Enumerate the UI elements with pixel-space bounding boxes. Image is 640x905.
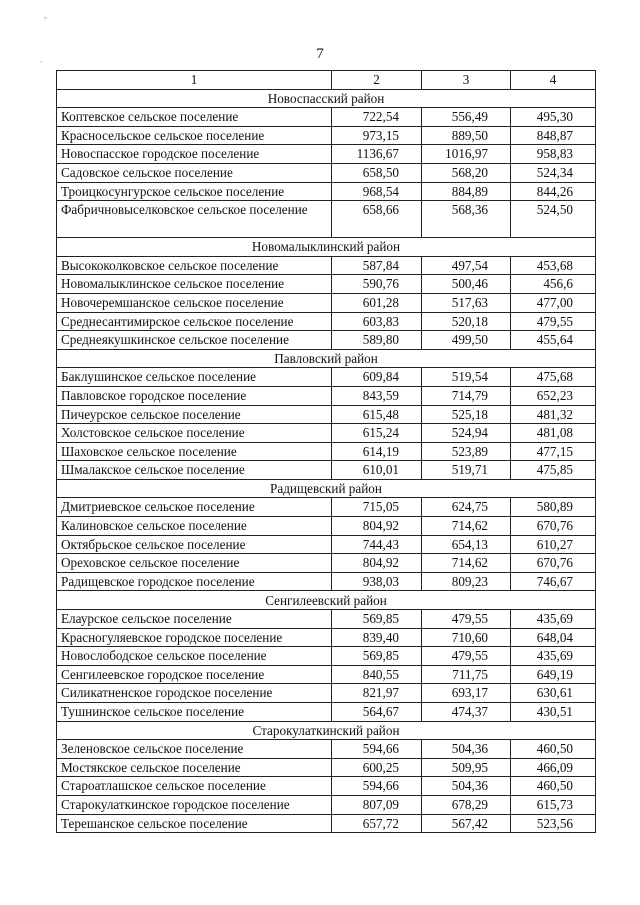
value-col-3: 889,50 — [422, 126, 511, 145]
value-col-4: 435,69 — [511, 610, 596, 629]
value-col-3: 523,89 — [422, 442, 511, 461]
table-row — [57, 312, 596, 331]
value-col-3: 567,42 — [422, 814, 511, 833]
settlement-name: Фабричновыселковское сельское поселение — [57, 201, 332, 238]
value-col-3: 474,37 — [422, 703, 511, 722]
value-col-3: 479,55 — [422, 610, 511, 629]
region-header-row — [57, 591, 596, 610]
value-col-4: 958,83 — [511, 145, 596, 164]
column-header: 3 — [422, 71, 511, 90]
value-col-4: 630,61 — [511, 684, 596, 703]
table-row — [57, 758, 596, 777]
settlement-name: Среднесантимирское сельское поселение — [57, 312, 332, 331]
value-col-4: 460,50 — [511, 740, 596, 759]
value-col-2: 938,03 — [332, 572, 422, 591]
value-col-2: 821,97 — [332, 684, 422, 703]
region-header-row — [57, 721, 596, 740]
table-row — [57, 517, 596, 536]
value-col-4: 477,00 — [511, 293, 596, 312]
table-row — [57, 740, 596, 759]
value-col-3: 710,60 — [422, 628, 511, 647]
table-row — [57, 386, 596, 405]
value-col-3: 568,36 — [422, 201, 511, 238]
table-row — [57, 535, 596, 554]
value-col-2: 804,92 — [332, 554, 422, 573]
value-col-2: 615,48 — [332, 405, 422, 424]
scan-mark: ˆ — [44, 16, 47, 25]
value-col-2: 744,43 — [332, 535, 422, 554]
settlement-name: Октябрьское сельское поселение — [57, 535, 332, 554]
column-header: 4 — [511, 71, 596, 90]
value-col-2: 610,01 — [332, 461, 422, 480]
value-col-3: 525,18 — [422, 405, 511, 424]
value-col-2: 569,85 — [332, 647, 422, 666]
value-col-3: 517,63 — [422, 293, 511, 312]
value-col-2: 840,55 — [332, 665, 422, 684]
settlement-name: Садовское сельское поселение — [57, 163, 332, 182]
table-row — [57, 424, 596, 443]
table-row — [57, 665, 596, 684]
value-col-2: 807,09 — [332, 795, 422, 814]
value-col-3: 711,75 — [422, 665, 511, 684]
settlement-name: Новочеремшанское сельское поселение — [57, 293, 332, 312]
table-row — [57, 256, 596, 275]
settlement-name: Новоспасское городское поселение — [57, 145, 332, 164]
table-row — [57, 684, 596, 703]
value-col-3: 504,36 — [422, 740, 511, 759]
settlement-name: Елаурское сельское поселение — [57, 610, 332, 629]
value-col-3: 678,29 — [422, 795, 511, 814]
value-col-2: 968,54 — [332, 182, 422, 201]
value-col-4: 475,68 — [511, 368, 596, 387]
value-col-2: 564,67 — [332, 703, 422, 722]
settlement-name: Шаховское сельское поселение — [57, 442, 332, 461]
value-col-4: 615,73 — [511, 795, 596, 814]
value-col-4: 524,50 — [511, 201, 596, 238]
settlement-name: Старокулаткинское городское поселение — [57, 795, 332, 814]
value-col-3: 568,20 — [422, 163, 511, 182]
settlement-name: Калиновское сельское поселение — [57, 517, 332, 536]
value-col-4: 481,08 — [511, 424, 596, 443]
value-col-2: 614,19 — [332, 442, 422, 461]
value-col-4: 477,15 — [511, 442, 596, 461]
page-number: 7 — [316, 46, 324, 62]
value-col-3: 504,36 — [422, 777, 511, 796]
value-col-4: 435,69 — [511, 647, 596, 666]
value-col-3: 714,79 — [422, 386, 511, 405]
value-col-3: 624,75 — [422, 498, 511, 517]
value-col-4: 430,51 — [511, 703, 596, 722]
value-col-2: 589,80 — [332, 331, 422, 350]
table-row — [57, 163, 596, 182]
table-row — [57, 145, 596, 164]
settlement-name: Красносельское сельское поселение — [57, 126, 332, 145]
settlement-name: Новослободское сельское поселение — [57, 647, 332, 666]
region-name: Новомалыклинский район — [57, 238, 596, 257]
value-col-2: 590,76 — [332, 275, 422, 294]
value-col-2: 569,85 — [332, 610, 422, 629]
settlement-name: Тушнинское сельское поселение — [57, 703, 332, 722]
value-col-4: 670,76 — [511, 517, 596, 536]
value-col-3: 479,55 — [422, 647, 511, 666]
value-col-3: 884,89 — [422, 182, 511, 201]
value-col-4: 460,50 — [511, 777, 596, 796]
table-row — [57, 201, 596, 238]
settlement-name: Новомалыклинское сельское поселение — [57, 275, 332, 294]
table-row — [57, 554, 596, 573]
value-col-4: 670,76 — [511, 554, 596, 573]
table-row — [57, 610, 596, 629]
settlements-table — [56, 70, 596, 833]
settlement-name: Красногуляевское городское поселение — [57, 628, 332, 647]
settlement-name: Среднеякушкинское сельское поселение — [57, 331, 332, 350]
table-row — [57, 108, 596, 127]
region-name: Новоспасский район — [57, 89, 596, 108]
table-row — [57, 331, 596, 350]
value-col-2: 594,66 — [332, 740, 422, 759]
value-col-4: 844,26 — [511, 182, 596, 201]
value-col-4: 523,56 — [511, 814, 596, 833]
value-col-2: 1136,67 — [332, 145, 422, 164]
value-col-2: 615,24 — [332, 424, 422, 443]
region-header-row — [57, 89, 596, 108]
table-row — [57, 461, 596, 480]
region-name: Павловский район — [57, 349, 596, 368]
value-col-4: 453,68 — [511, 256, 596, 275]
value-col-4: 652,23 — [511, 386, 596, 405]
table-row — [57, 777, 596, 796]
value-col-4: 475,85 — [511, 461, 596, 480]
table-row — [57, 126, 596, 145]
settlement-name: Зеленовское сельское поселение — [57, 740, 332, 759]
settlement-name: Шмалакское сельское поселение — [57, 461, 332, 480]
value-col-3: 519,71 — [422, 461, 511, 480]
settlement-name: Терешанское сельское поселение — [57, 814, 332, 833]
region-name: Радищевский район — [57, 479, 596, 498]
value-col-2: 973,15 — [332, 126, 422, 145]
value-col-2: 722,54 — [332, 108, 422, 127]
value-col-2: 843,59 — [332, 386, 422, 405]
value-col-4: 648,04 — [511, 628, 596, 647]
table-row — [57, 293, 596, 312]
table-row — [57, 275, 596, 294]
value-col-4: 456,6 — [511, 275, 596, 294]
settlement-name: Силикатненское городское поселение — [57, 684, 332, 703]
scan-mark: · — [40, 58, 43, 67]
value-col-2: 594,66 — [332, 777, 422, 796]
settlement-name: Мостякское сельское поселение — [57, 758, 332, 777]
settlement-name: Холстовское сельское поселение — [57, 424, 332, 443]
settlement-name: Староатлашское сельское поселение — [57, 777, 332, 796]
value-col-2: 600,25 — [332, 758, 422, 777]
value-col-4: 580,89 — [511, 498, 596, 517]
value-col-2: 804,92 — [332, 517, 422, 536]
value-col-3: 714,62 — [422, 517, 511, 536]
settlement-name: Троицкосунгурское сельское поселение — [57, 182, 332, 201]
table-row — [57, 628, 596, 647]
settlement-name: Дмитриевское сельское поселение — [57, 498, 332, 517]
value-col-4: 466,09 — [511, 758, 596, 777]
value-col-3: 809,23 — [422, 572, 511, 591]
table-body — [57, 89, 596, 833]
settlement-name: Ореховское сельское поселение — [57, 554, 332, 573]
value-col-2: 658,50 — [332, 163, 422, 182]
value-col-2: 839,40 — [332, 628, 422, 647]
table-row — [57, 442, 596, 461]
table-row — [57, 182, 596, 201]
value-col-2: 587,84 — [332, 256, 422, 275]
column-header: 1 — [57, 71, 332, 90]
value-col-4: 649,19 — [511, 665, 596, 684]
value-col-3: 524,94 — [422, 424, 511, 443]
value-col-3: 556,49 — [422, 108, 511, 127]
value-col-4: 610,27 — [511, 535, 596, 554]
value-col-4: 524,34 — [511, 163, 596, 182]
value-col-3: 500,46 — [422, 275, 511, 294]
value-col-3: 693,17 — [422, 684, 511, 703]
value-col-4: 479,55 — [511, 312, 596, 331]
value-col-4: 848,87 — [511, 126, 596, 145]
value-col-2: 609,84 — [332, 368, 422, 387]
table-row — [57, 795, 596, 814]
value-col-4: 746,67 — [511, 572, 596, 591]
column-header: 2 — [332, 71, 422, 90]
value-col-3: 509,95 — [422, 758, 511, 777]
value-col-3: 714,62 — [422, 554, 511, 573]
settlement-name: Павловское городское поселение — [57, 386, 332, 405]
region-header-row — [57, 479, 596, 498]
table-row — [57, 368, 596, 387]
value-col-3: 1016,97 — [422, 145, 511, 164]
value-col-2: 715,05 — [332, 498, 422, 517]
settlement-name: Радищевское городское поселение — [57, 572, 332, 591]
settlement-name: Коптевское сельское поселение — [57, 108, 332, 127]
table-row — [57, 703, 596, 722]
table-header-row — [57, 71, 596, 90]
settlement-name: Высококолковское сельское поселение — [57, 256, 332, 275]
settlement-name: Сенгилеевское городское поселение — [57, 665, 332, 684]
region-name: Сенгилеевский район — [57, 591, 596, 610]
value-col-3: 520,18 — [422, 312, 511, 331]
table-row — [57, 498, 596, 517]
table-row — [57, 572, 596, 591]
settlement-name: Пичеурское сельское поселение — [57, 405, 332, 424]
region-header-row — [57, 238, 596, 257]
value-col-4: 495,30 — [511, 108, 596, 127]
value-col-3: 519,54 — [422, 368, 511, 387]
region-name: Старокулаткинский район — [57, 721, 596, 740]
table-row — [57, 647, 596, 666]
value-col-2: 603,83 — [332, 312, 422, 331]
settlement-name: Баклушинское сельское поселение — [57, 368, 332, 387]
value-col-4: 455,64 — [511, 331, 596, 350]
value-col-3: 654,13 — [422, 535, 511, 554]
table-row — [57, 405, 596, 424]
value-col-2: 657,72 — [332, 814, 422, 833]
value-col-3: 497,54 — [422, 256, 511, 275]
table-row — [57, 814, 596, 833]
value-col-2: 658,66 — [332, 201, 422, 238]
value-col-2: 601,28 — [332, 293, 422, 312]
region-header-row — [57, 349, 596, 368]
value-col-3: 499,50 — [422, 331, 511, 350]
value-col-4: 481,32 — [511, 405, 596, 424]
